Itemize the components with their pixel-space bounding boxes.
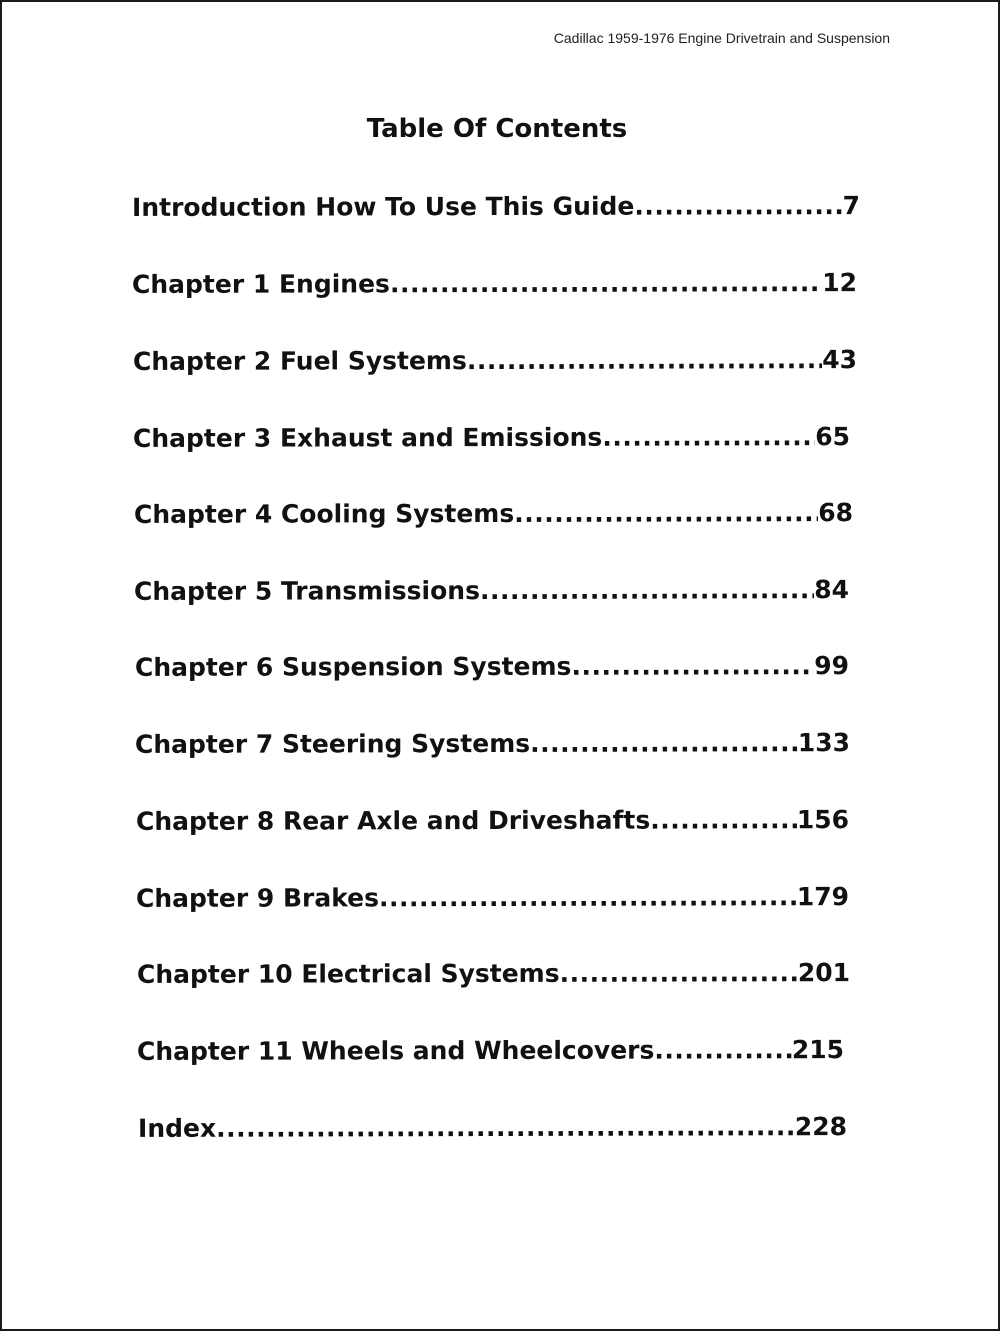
dot-leader — [634, 191, 842, 221]
toc-entry-chapter-1 — [132, 268, 857, 304]
running-header: Cadillac 1959-1976 Engine Drivetrain and Suspension — [553, 30, 890, 46]
toc-entry-label: Chapter 8 Rear Axle and Driveshafts — [135, 805, 651, 836]
dot-leader — [480, 575, 814, 605]
dot-leader — [571, 651, 814, 681]
toc-entry-chapter-4 — [134, 498, 853, 534]
toc-entry-page-number: 99 — [814, 651, 850, 681]
page-title-text: Table Of Contents — [366, 114, 628, 144]
toc-entry-page-number: 12 — [822, 268, 858, 298]
toc-entry-label: Chapter 1 Engines — [131, 269, 390, 299]
dot-leader — [560, 958, 798, 988]
toc-entry-chapter-7 — [135, 728, 850, 764]
toc-entry-chapter-3 — [133, 422, 850, 458]
dot-leader — [390, 268, 822, 298]
toc-entry-page-number: 7 — [842, 191, 861, 221]
toc-entry-page-number: 215 — [791, 1035, 845, 1065]
toc-entry-chapter-11 — [137, 1035, 844, 1071]
toc-entry-label: Index — [137, 1113, 217, 1143]
toc-entry-introduction — [132, 191, 860, 227]
toc-entry-label: Chapter 10 Electrical Systems — [136, 958, 560, 989]
toc-entry-page-number: 68 — [818, 498, 854, 528]
toc-entry-chapter-5 — [134, 575, 849, 611]
toc-entry-chapter-8 — [136, 805, 849, 841]
toc-entry-label: Introduction How To Use This Guide — [131, 191, 635, 222]
toc-entry-page-number: 201 — [797, 958, 851, 988]
toc-entry-label: Chapter 6 Suspension Systems — [134, 651, 572, 682]
toc-entry-page-number: 65 — [815, 422, 851, 452]
toc-entry-label: Chapter 7 Steering Systems — [134, 728, 531, 759]
dot-leader — [602, 422, 815, 452]
toc-entry-page-number: 133 — [797, 728, 851, 758]
toc-entry-chapter-2 — [133, 345, 857, 381]
toc-entry-page-number: 84 — [814, 575, 850, 605]
toc-entry-index — [138, 1112, 847, 1148]
dot-leader — [379, 882, 797, 912]
toc-entry-label: Chapter 9 Brakes — [135, 883, 380, 913]
toc-entry-label: Chapter 2 Fuel Systems — [132, 346, 467, 376]
toc-entry-label: Chapter 3 Exhaust and Emissions — [132, 422, 603, 453]
toc-entry-page-number: 156 — [796, 805, 850, 835]
dot-leader — [514, 498, 818, 528]
dot-leader — [650, 805, 797, 834]
toc-entry-label: Chapter 11 Wheels and Wheelcovers — [136, 1035, 655, 1066]
toc-entry-page-number: 179 — [796, 882, 850, 912]
toc-entry-page-number: 43 — [822, 345, 858, 375]
toc-entry-label: Chapter 4 Cooling Systems — [133, 498, 515, 529]
toc-list — [2, 2, 1000, 1333]
dot-leader — [654, 1035, 792, 1064]
dot-leader — [216, 1112, 795, 1143]
dot-leader — [467, 345, 822, 375]
toc-entry-page-number: 228 — [794, 1112, 848, 1142]
dot-leader — [530, 728, 798, 758]
toc-entry-chapter-9 — [136, 882, 849, 918]
toc-entry-label: Chapter 5 Transmissions — [133, 576, 480, 606]
toc-entry-chapter-10 — [137, 958, 850, 994]
toc-entry-chapter-6 — [135, 651, 849, 687]
